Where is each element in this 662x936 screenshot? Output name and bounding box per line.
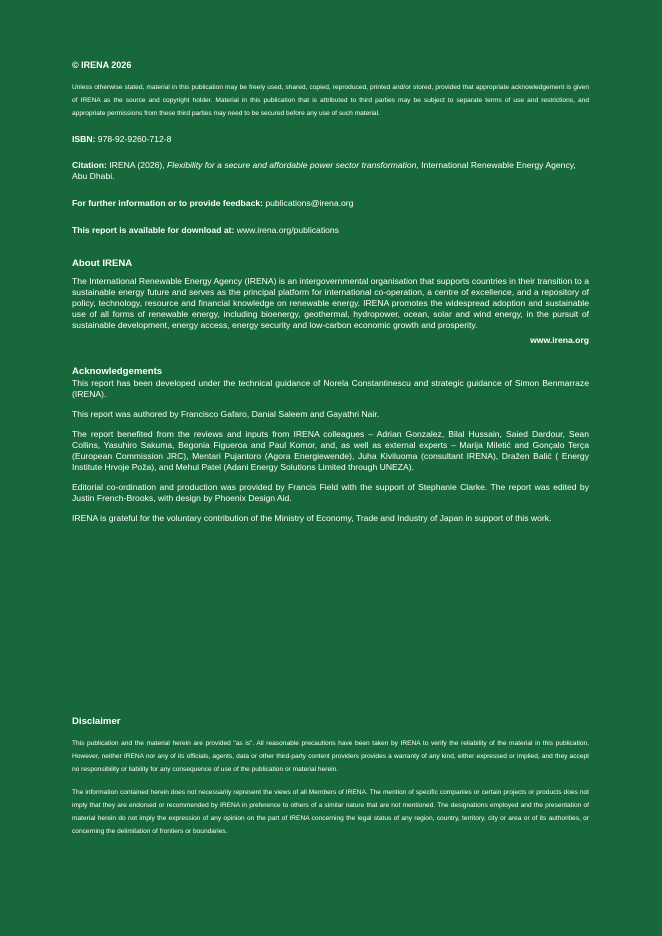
ack-paragraph: Editorial co-ordination and production was provided by Francis Field with the support of Stephanie Clarke. The report was edited by Justin French-Brooks, with design by Phoenix Design Aid. <box>72 482 589 504</box>
disclaimer-heading: Disclaimer <box>72 716 121 727</box>
disclaimer-paragraph: This publication and the material herein are provided "as is". All reasonable precautions have been taken by IRENA to verify the reliability of the material in this publication. However, neither IRENA nor any of its officials, agents, data or other third-party content providers provides a warranty of any kind, either expressed or implied, and they accept no responsibility or liability for any consequence of use of the publication or material herein. <box>72 740 589 773</box>
citation-label: Citation: <box>72 160 107 171</box>
citation-title: Flexibility for a secure and affordable power sector transformation <box>167 160 417 171</box>
about-text: The International Renewable Energy Agency (IRENA) is an intergovernmental organisation that supports countries in their transition to a sustainable energy future and serves as the principal platform for international co-operation, a centre of excellence, and a repository of policy, technology, resource and financial knowledge on renewable energy. IRENA promotes the widespread adoption and sustainable use of all forms of renewable energy, including bioenergy, geothermal, hydropower, ocean, solar and wind energy, in the pursuit of sustainable development, energy access, energy security and low-carbon economic growth and prosperity. <box>72 276 589 331</box>
publication-info <box>72 60 589 524</box>
isbn-value: 978-92-9260-712-8 <box>97 134 172 145</box>
feedback-line <box>72 198 589 209</box>
disclaimer-paragraph: The information contained herein does not necessarily represent the views of all Members of IRENA. The mention of specific companies or certain projects or products does not imply that they are endorsed or recommended by IRENA in preference to others of a similar nature that are not mentioned. The designations employed and the presentation of material herein do not imply the expression of any opinion on the part of IRENA concerning the legal status of any region, country, territory, city or area or of its authorities, or concerning the delimitation of frontiers or boundaries. <box>72 789 589 835</box>
isbn-label: ISBN: <box>72 134 96 145</box>
feedback-label: For further information or to provide feedback: <box>72 198 263 209</box>
acknowledgements-heading: Acknowledgements <box>72 366 163 378</box>
copyright-line: © IRENA 2026 <box>72 60 132 70</box>
disclaimer-section <box>72 716 589 839</box>
ack-paragraph: This report has been developed under the technical guidance of Norela Constantinescu and strategic guidance of Simon Benmarraze (IRENA). <box>72 378 589 400</box>
about-heading: About IRENA <box>72 258 133 270</box>
feedback-email-link[interactable]: publications@irena.org <box>265 198 354 209</box>
isbn-line <box>72 134 589 145</box>
irena-website-link[interactable]: www.irena.org <box>530 335 589 346</box>
citation-line <box>72 160 589 182</box>
download-label: This report is available for download at: <box>72 225 235 236</box>
download-line <box>72 225 589 236</box>
download-url-link[interactable]: www.irena.org/publications <box>236 225 339 236</box>
citation-prefix: IRENA (2026), <box>109 160 168 171</box>
acknowledgements-body <box>72 378 589 524</box>
ack-paragraph: The report benefited from the reviews and inputs from IRENA colleagues – Adrian Gonzalez, Bilal Hussain, Saied Dardour, Sean Collins, Yasuhiro Sakuma, Begonia Figueroa and Paul Komor, and, as well as external experts – Marija Miletić and Gonçalo Terça (European Commission JRC), Mentari Pujantoro (Agora Energiewende), Juha Kiviluoma (consultant IRENA), Dražen Balić ( Energy Institute Hrvoje Poža), and Mehul Patel (Adani Energy Solutions Limited through UNEZA). <box>72 429 589 473</box>
usage-notice: Unless otherwise stated, material in this publication may be freely used, shared, copied, reproduced, printed and/or stored, provided that appropriate acknowledgement is given of IRENA as the source and copyright holder. Material in this publication that is attributed to third parties may be subject to separate terms of use and restrictions, and appropriate permissions from these third parties may need to be secured before any use of such material. <box>72 84 589 117</box>
ack-paragraph: This report was authored by Francisco Gafaro, Danial Saleem and Gayathri Nair. <box>72 409 380 420</box>
ack-paragraph: IRENA is grateful for the voluntary contribution of the Ministry of Economy, Trade and Industry of Japan in support of this work. <box>72 513 552 524</box>
citation-suffix: , International Renewable Energy Agency, Abu Dhabi. <box>72 160 576 182</box>
